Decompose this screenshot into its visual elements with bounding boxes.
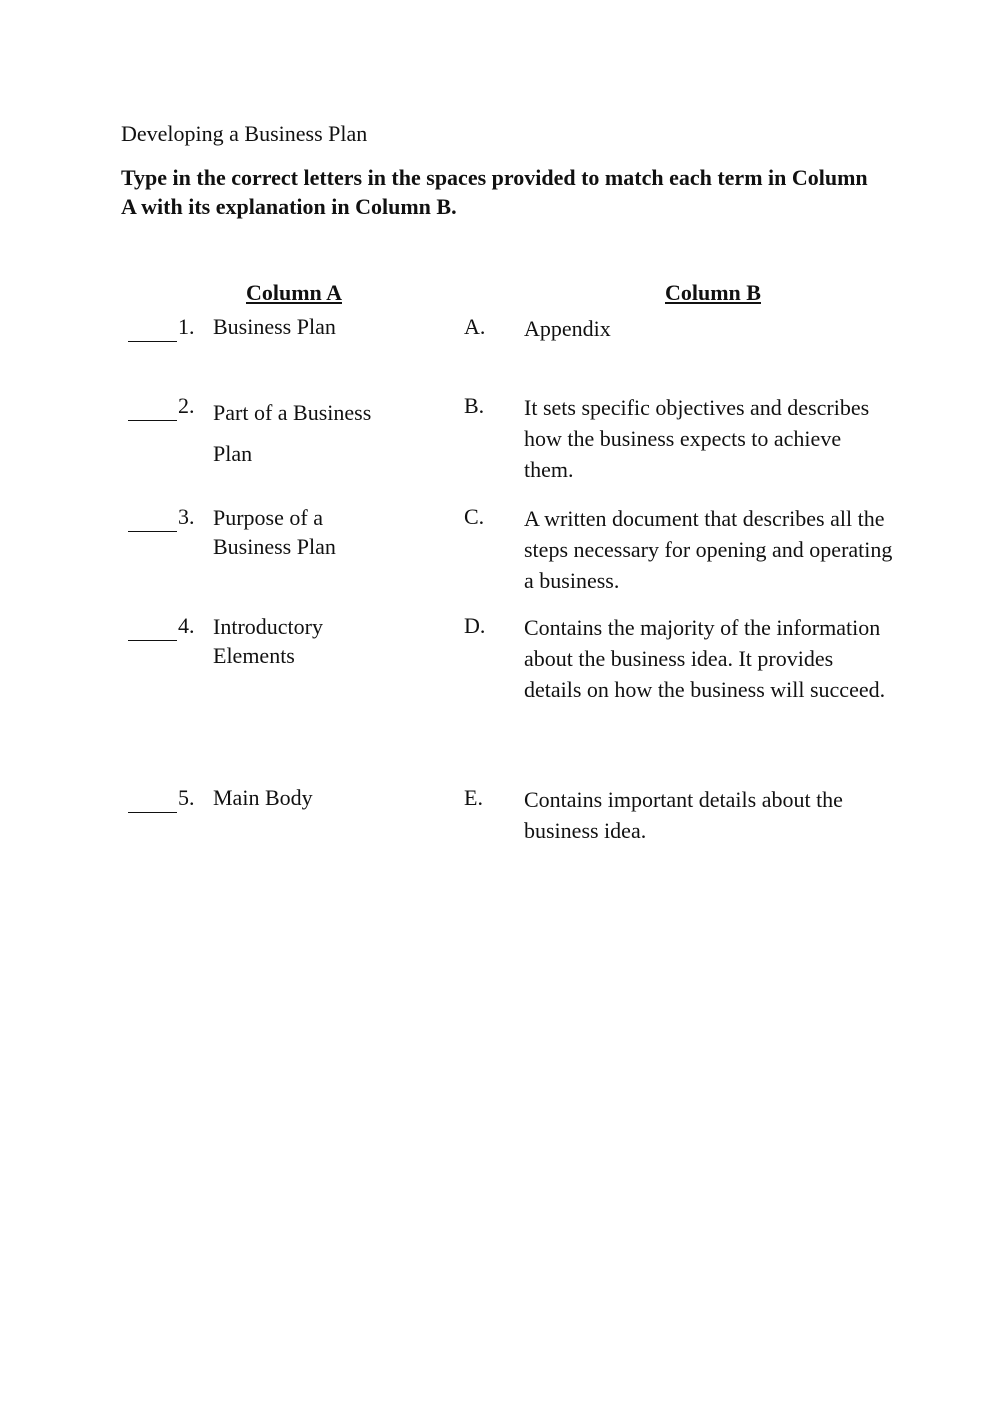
- answer-input-2[interactable]: [128, 396, 177, 421]
- explanation-letter-e: E.: [464, 785, 483, 810]
- term-number-3: 3.: [178, 504, 195, 529]
- column-b-heading: Column B: [665, 280, 761, 305]
- term-1: Business Plan: [213, 314, 336, 339]
- explanation-e: Contains important details about the business idea.: [524, 787, 843, 843]
- term-number-4: 4.: [178, 613, 195, 638]
- answer-input-1[interactable]: [128, 317, 177, 342]
- term-3: Purpose of a Business Plan: [213, 505, 336, 559]
- instructions: Type in the correct letters in the spaces provided to match each term in Column A with its explanation in Column B.: [121, 165, 868, 219]
- explanation-a: Appendix: [524, 316, 611, 341]
- explanation-c: A written document that describes all the steps necessary for opening and operating a business.: [524, 506, 893, 593]
- document-title: Developing a Business Plan: [121, 121, 368, 146]
- explanation-letter-b: B.: [464, 393, 485, 418]
- term-4: Introductory Elements: [213, 614, 323, 668]
- answer-input-5[interactable]: [128, 788, 177, 813]
- answer-input-3[interactable]: [128, 507, 177, 532]
- explanation-b: It sets specific objectives and describes how the business expects to achieve them.: [524, 395, 870, 482]
- term-2: Part of a Business Plan: [213, 400, 372, 466]
- term-number-5: 5.: [178, 785, 195, 810]
- explanation-letter-c: C.: [464, 504, 485, 529]
- term-number-2: 2.: [178, 393, 195, 418]
- explanation-letter-d: D.: [464, 613, 486, 638]
- explanation-d: Contains the majority of the information about the business idea. It provides details on how the business will succeed.: [524, 615, 886, 702]
- explanation-letter-a: A.: [464, 314, 486, 339]
- term-5: Main Body: [213, 785, 313, 810]
- term-number-1: 1.: [178, 314, 195, 339]
- answer-input-4[interactable]: [128, 616, 177, 641]
- column-a-heading: Column A: [246, 280, 342, 305]
